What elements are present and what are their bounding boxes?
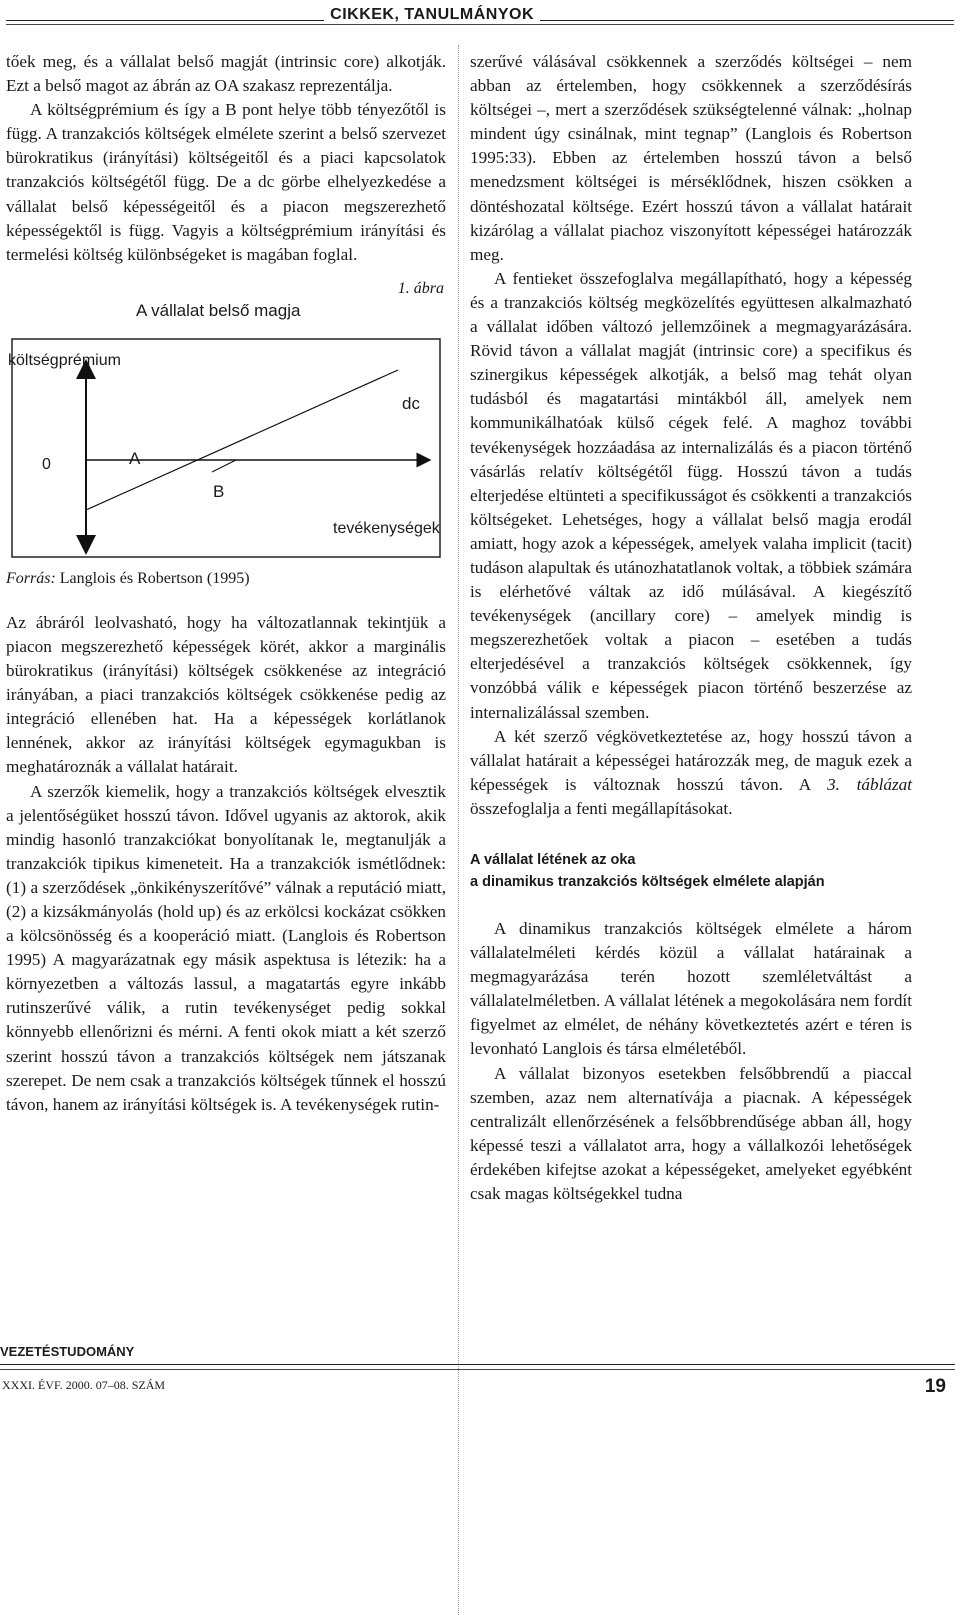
column-divider (458, 45, 459, 1615)
point-a-label: A (129, 448, 141, 468)
footer-rule (0, 1364, 955, 1365)
paragraph: szerűvé válásával csökkennek a szerződés költségei – nem abban az értelemben, hogy csökkennek a szerződésírás költségei –, mert a szerződések szükségtelenné válnak: „holnap mindent úgy csinálnak, mint tegnap” (Langlois és Robertson 1995:33). Ebben az értelemben hosszú távon a belső menedzsment költségei is mérséklődnek, hiszen csökken a döntéshozatal költsége. Ezért hosszú távon a vállalat határait kizárólag a vállalat piachoz viszonyított képességei határozzák meg. (470, 52, 912, 264)
curve-label: dc (402, 393, 420, 413)
paragraph: A vállalat bizonyos esetekben felsőbbrendű a piaccal szemben, azaz nem alternatívája a piacnak. A képességek centralizált ellenőrzésének a felsőbbrendűsége abban áll, hogy képessé teszi a vállalatot arra, hogy a vállalkozói lehetőségek érdekében kifejtse azokat a képességeket, amelyeket egyébként csak magas költségekkel tudna (470, 1063, 912, 1204)
footer-rule-thin (0, 1369, 955, 1370)
figure-number: 1. ábra (397, 279, 444, 297)
paragraph: A szerzők kiemelik, hogy a tranzakciós költségek elvesztik a jelentőségüket hosszú távon. Idővel ugyanis az aktorok, akik mindig hasonló tranzakciókat bonyolítanak le, megtanulják a tranzakciók tipikus kimeneteit. Ha a tranzakciók ismétlődnek: (1) a szerződések „önkikényszerítővé” válnak a reputáció miatt, (2) a kizsákmányolás (hold up) és az erkölcsi kockázat csökken a kölcsönösség és a kooperáció miatt. (Langlois és Robertson 1995) A magyarázatnak egy másik aspektusa is létezik: ha a környezetben a változás lassul, a magatartás egyre inkább rutinszerűvé válik, a rutin tevékenységet pedig sokkal könnyebb ellenőrizni és mérni. A fenti okok miatt a két szerző szerint hosszú távon a tranzakciós költségek nem játszanak szerepet. De nem csak a tranzakciós költségek tűnnek el hosszú távon, hanem az irányítási költségek is. A tevékenységek rutin- (6, 781, 446, 1114)
paragraph: A fentieket összefoglalva megállapítható, hogy a képesség és a tranzakciós költség megközelítés együttesen alkalmazható a vállalat időben változó jellemzőinek a megmagyarázására. Rövid távon a vállalat magját (intrinsic core) a specifikus és szinergikus képességek alkotják, a belső mag tehát olyan tudásból és magatartási mintákból áll, amelyek nem kommunikálhatóak külső cégek felé. A maghoz további tevékenységek hozzáadása az internalizálás és a piacon történő vásárlás relatív költségétől függ. Hosszú távon a tudás elterjedése eltünteti a specifikusságot és csökkenti a tranzakciós költségeket. Lehetséges, hogy a vállalat belső magja erodál amiatt, hogy azok a képességek, amelyek valaha implicit (tacit) tudáson alapultak és utánozhatatlanok voltak, a többiek számára is elérhetővé váltak az idő múlásával. A kiegészítő tevékenységek (ancillary core) – amelyek mindig is megszerezhetőek voltak a piacon – esetében a tudás elterjedésével a tranzakciós költségek csökkennek, így vonzóbbá válik e képességek piacon történő beszerzése az internalizálással szemben. (470, 268, 912, 722)
point-b-line (212, 460, 236, 472)
source-text: Langlois és Robertson (1995) (55, 569, 250, 587)
footer-journal: VEZETÉSTUDOMÁNY (0, 1344, 135, 1359)
table-reference: 3. táblázat (826, 774, 913, 794)
running-header: CIKKEK, TANULMÁNYOK (324, 6, 540, 24)
x-axis-label: tevékenységek (333, 519, 440, 537)
figure-source (6, 567, 250, 591)
y-axis-label: költségprémium (8, 351, 121, 369)
paragraph: A dinamikus tranzakciós költségek elmélete a három vállalatelméleti kérdés közül a vállalat határainak a megmagyarázása terén hozott szemléletváltást a vállalatelméletben. A vállalat létének a megokolására nem fordít figyelmet az elmélet, de néhány következtetés azért e téren is levonható Langlois és társa elméletéből. (470, 919, 912, 1059)
paragraph: tőek meg, és a vállalat belső magját (intrinsic core) alkotják. Ezt a belső magot az ábrán az OA szakasz reprezentálja. (6, 52, 446, 96)
paragraph-text: A két szerző végkövetkeztetése az, hogy hosszú távon a vállalat határait a képességei határozzák meg, de maguk ezek a képességek is változnak hosszú távon. (470, 726, 912, 794)
paragraph (470, 725, 912, 821)
figure-1 (6, 277, 446, 597)
paragraph: A költségprémium és így a B pont helye több tényezőtől is függ. A tranzakciós költségek elmélete szerint a belső szervezet bürokratikus (irányítási) költségeitől és a piaci kapcsolatok tranzakciós költségétől függ. De a dc görbe elhelyezkedése a vállalat belső képességeitől és a piacon megszerezhető képességektől is függ. Vagyis a költségprémium irányítási és termelési költség különbségeket is magában foglal. (6, 100, 446, 264)
source-prefix: Forrás: (6, 569, 56, 587)
point-b-label: B (213, 481, 225, 501)
figure-title: A vállalat belső magja (136, 300, 301, 320)
right-column (470, 50, 912, 1206)
table-ref-prefix: A (798, 774, 827, 794)
origin-label: 0 (42, 455, 51, 473)
section-heading-line: A vállalat létének az oka (470, 852, 636, 868)
footer-issue: XXXI. ÉVF. 2000. 07–08. SZÁM (2, 1378, 166, 1392)
header-rule-thin (6, 24, 954, 25)
page-number: 19 (924, 1376, 946, 1397)
paragraph: Az ábráról leolvasható, hogy ha változatlannak tekintjük a piacon megszerezhető képességek körét, akkor a marginális bürokratikus (irányítási) költségek csökkenése az integráció irányában, a piaci tranzakciós költségek csökkenése pedig az integráció ellenében hat. Ha a képességek korlátlanok lennének, akkor az irányítási költségek egymagukban is meghatároznák a vállalat határait. (6, 612, 446, 777)
dc-curve (86, 370, 398, 510)
section-heading-line: a dinamikus tranzakciós költségek elmélete alapján (470, 874, 825, 890)
section-heading (470, 849, 912, 893)
table-ref-suffix: összefoglalja a fenti megállapításokat. (470, 798, 733, 818)
left-column (6, 50, 446, 1117)
figure-diagram (6, 277, 446, 597)
